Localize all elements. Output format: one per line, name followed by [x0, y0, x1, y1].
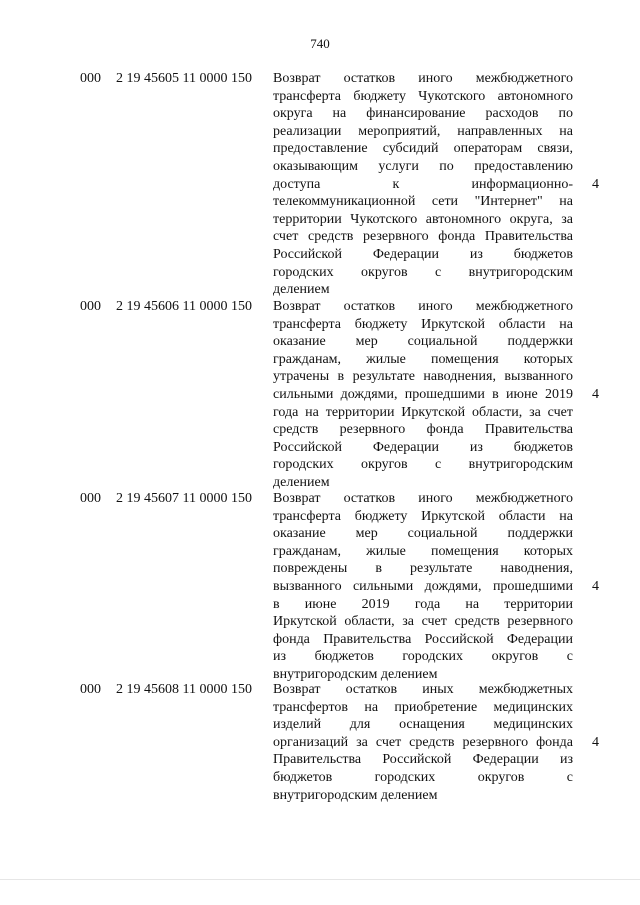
row-admin-code: 000	[80, 491, 101, 506]
description-line: телекоммуникационной сети "Интернет" на	[273, 194, 573, 210]
row-description	[273, 681, 573, 804]
description-line: сильными дождями, прошедшими в июне 2019	[273, 386, 573, 402]
page-number: 740	[310, 36, 330, 51]
description-line: трансфертов на приобретение медицинских	[273, 699, 573, 715]
description-line: оказывающим услуги по предоставлению	[273, 158, 573, 174]
description-line: оказание мер социальной поддержки	[273, 334, 573, 350]
description-line: трансферта бюджету Иркутской области на	[273, 316, 573, 332]
description-line: из бюджетов городских округов с	[273, 649, 573, 665]
description-line: года на территории Иркутской области, за счет	[273, 404, 573, 420]
description-line: Российской Федерации из бюджетов	[273, 439, 573, 455]
description-line: городских округов с внутригородским	[273, 457, 573, 473]
description-line: гражданам, жилые помещения которых	[273, 351, 573, 367]
description-line: доступа к информационно-	[273, 176, 573, 192]
description-line: средств резервного фонда Правительства	[273, 422, 573, 438]
row-status-code: 4	[592, 387, 599, 402]
description-line: делением	[273, 282, 330, 298]
description-line: оказание мер социальной поддержки	[273, 526, 573, 542]
row-budget-classification-code: 2 19 45606 11 0000 150	[116, 299, 252, 314]
description-line: реализации мероприятий, направленных на	[273, 123, 573, 139]
row-budget-classification-code: 2 19 45605 11 0000 150	[116, 71, 252, 86]
description-line: внутригородским делением	[273, 787, 438, 803]
description-line: Возврат остатков иных межбюджетных	[273, 682, 573, 697]
description-line: счет средств резервного фонда Правительства	[273, 229, 573, 245]
description-line: Иркутской области, за счет средств резервного	[273, 614, 573, 630]
description-line: внутригородским делением	[273, 666, 438, 682]
row-admin-code: 000	[80, 299, 101, 314]
description-line: утрачены в результате наводнения, вызванного	[273, 369, 573, 385]
description-line: в июне 2019 года на территории	[273, 596, 573, 612]
description-line: Возврат остатков иного межбюджетного	[273, 491, 573, 506]
row-admin-code: 000	[80, 71, 101, 86]
description-line: Правительства Российской Федерации из	[273, 752, 573, 768]
description-line: делением	[273, 474, 330, 490]
description-line: изделий для оснащения медицинских	[273, 717, 573, 733]
row-description	[273, 298, 573, 492]
description-line: трансферта бюджету Иркутской области на	[273, 508, 573, 524]
row-description	[273, 490, 573, 684]
scan-artifact-line	[0, 879, 640, 880]
row-admin-code: 000	[80, 682, 101, 697]
row-status-code: 4	[592, 579, 599, 594]
row-budget-classification-code: 2 19 45607 11 0000 150	[116, 491, 252, 506]
description-line: организаций за счет средств резервного фонда	[273, 734, 573, 750]
description-line: трансферта бюджету Чукотского автономного	[273, 88, 573, 104]
row-budget-classification-code: 2 19 45608 11 0000 150	[116, 682, 252, 697]
description-line: Российской Федерации из бюджетов	[273, 246, 573, 262]
row-status-code: 4	[592, 176, 599, 192]
description-line: предоставление субсидий операторам связи,	[273, 141, 573, 157]
description-line: Возврат остатков иного межбюджетного	[273, 71, 573, 86]
description-line: бюджетов городских округов с	[273, 769, 573, 785]
description-line: городских округов с внутригородским	[273, 264, 573, 280]
description-line: территории Чукотского автономного округа, за	[273, 211, 573, 227]
description-line: повреждены в результате наводнения,	[273, 561, 573, 577]
description-line: фонда Правительства Российской Федерации	[273, 631, 573, 647]
description-line: Возврат остатков иного межбюджетного	[273, 299, 573, 314]
row-description	[273, 70, 573, 299]
row-status-code: 4	[592, 734, 599, 750]
description-line: вызванного сильными дождями, прошедшими	[273, 578, 573, 594]
description-line: гражданам, жилые помещения которых	[273, 543, 573, 559]
description-line: округа на финансирование расходов по	[273, 106, 573, 122]
